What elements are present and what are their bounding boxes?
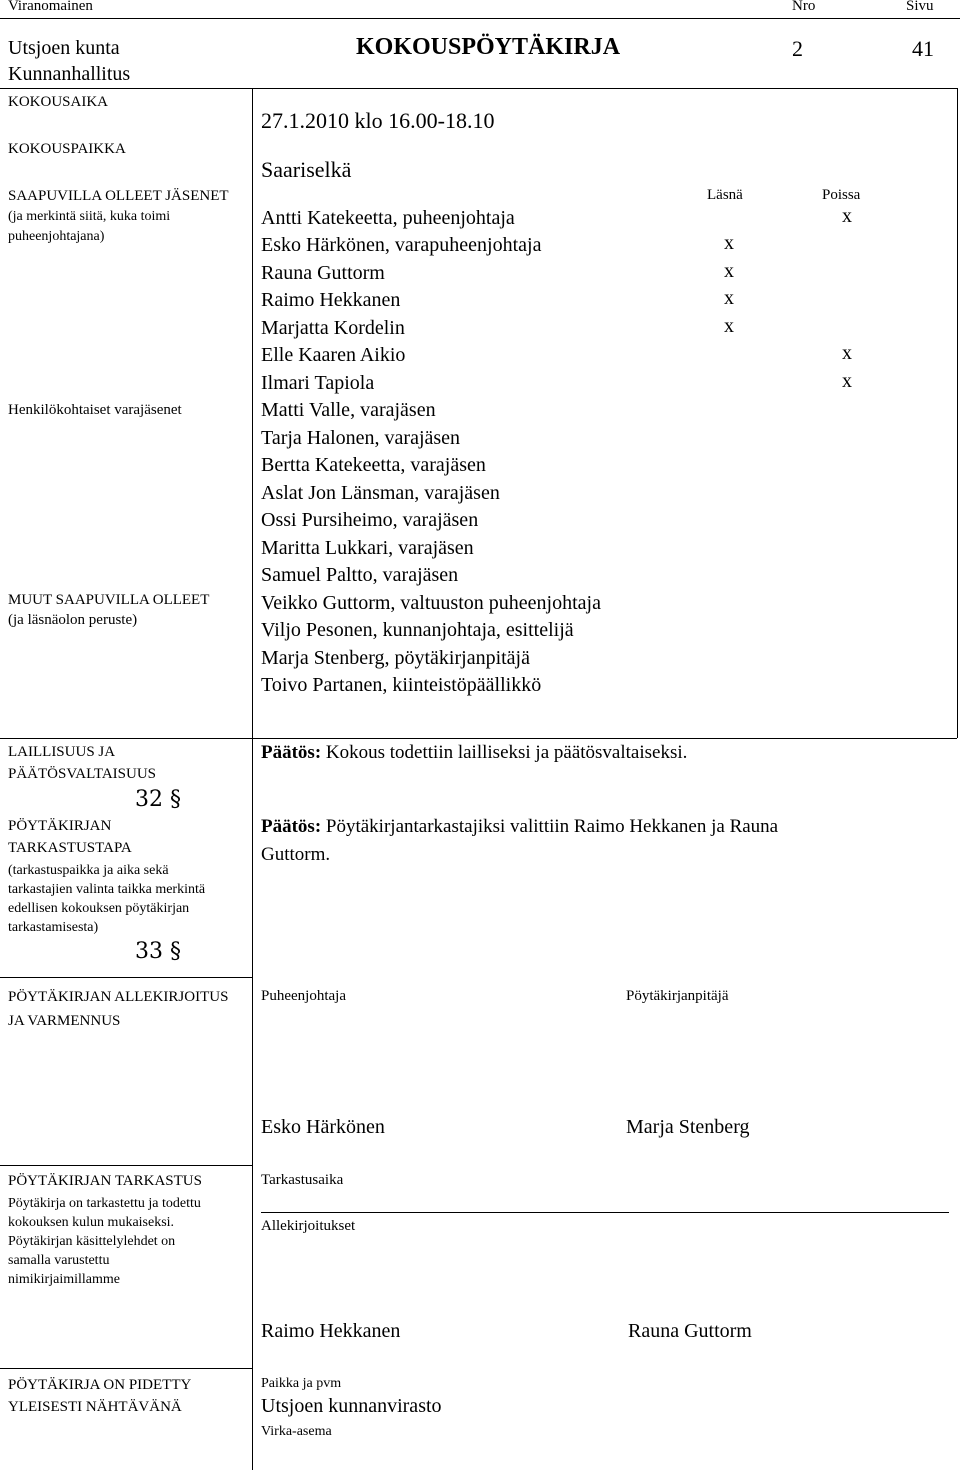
present-mark: x bbox=[724, 287, 734, 309]
review-signatures-label: Allekirjoitukset bbox=[261, 1218, 356, 1234]
present-mark: x bbox=[724, 260, 734, 282]
document-title: KOKOUSPÖYTÄKIRJA bbox=[356, 34, 621, 60]
position-label: Virka-asema bbox=[261, 1424, 332, 1439]
others-sublabel: (ja läsnäolon peruste) bbox=[8, 612, 138, 628]
header-divider bbox=[0, 18, 960, 19]
members-sublabel: (ja merkintä siitä, kuka toimi bbox=[8, 209, 171, 224]
deputy-name: Bertta Katekeetta, varajäsen bbox=[261, 454, 486, 476]
chair-label: Puheenjohtaja bbox=[261, 988, 346, 1004]
place-date-label: Paikka ja pvm bbox=[261, 1376, 342, 1391]
page-number: 41 bbox=[912, 36, 934, 61]
absent-mark: x bbox=[842, 205, 852, 227]
section33-sublabel: TARKASTUSTAPA bbox=[8, 840, 132, 856]
chair-name: Esko Härkönen bbox=[261, 1116, 385, 1138]
frame-top-line bbox=[0, 88, 957, 89]
place-value: Utsjoen kunnanvirasto bbox=[261, 1395, 442, 1417]
authority-label: Viranomainen bbox=[8, 0, 93, 14]
deputy-name: Maritta Lukkari, varajäsen bbox=[261, 537, 474, 559]
other-attendee: Viljo Pesonen, kunnanjohtaja, esittelijä bbox=[261, 619, 574, 641]
review-time-label: Tarkastusaika bbox=[261, 1172, 344, 1188]
member-name: Elle Kaaren Aikio bbox=[261, 344, 406, 366]
frame-right-line bbox=[957, 88, 958, 738]
meeting-place-label: KOKOUSPAIKKA bbox=[8, 141, 126, 157]
review-text: Pöytäkirja on tarkastettu ja todettu bbox=[8, 1196, 201, 1211]
section32-sublabel: PÄÄTÖSVALTAISUUS bbox=[8, 766, 157, 782]
public-label: PÖYTÄKIRJA ON PIDETTY bbox=[8, 1377, 192, 1393]
absent-mark: x bbox=[842, 370, 852, 392]
section33-note: tarkastamisesta) bbox=[8, 920, 99, 935]
secretary-name: Marja Stenberg bbox=[626, 1116, 750, 1138]
reviewer-name: Rauna Guttorm bbox=[628, 1320, 752, 1342]
section32-label: LAILLISUUS JA bbox=[8, 744, 116, 760]
section33-note: edellisen kokouksen pöytäkirjan bbox=[8, 901, 190, 916]
review-label: PÖYTÄKIRJAN TARKASTUS bbox=[8, 1173, 202, 1189]
municipality-name: Utsjoen kunta bbox=[8, 37, 120, 59]
present-header: Läsnä bbox=[707, 187, 743, 203]
meeting-time-value: 27.1.2010 klo 16.00-18.10 bbox=[261, 108, 495, 133]
member-name: Esko Härkönen, varapuheenjohtaja bbox=[261, 234, 542, 256]
other-attendee: Marja Stenberg, pöytäkirjanpitäjä bbox=[261, 647, 530, 669]
meeting-time-label: KOKOUSAIKA bbox=[8, 94, 108, 110]
document-number: 2 bbox=[792, 36, 803, 61]
decision-text: Pöytäkirjantarkastajiksi valittiin Raimo Hekkanen ja Rauna bbox=[325, 816, 779, 837]
member-name: Raimo Hekkanen bbox=[261, 289, 401, 311]
body-name: Kunnanhallitus bbox=[8, 63, 131, 85]
review-time-line bbox=[261, 1212, 949, 1213]
members-label: SAAPUVILLA OLLEET JÄSENET bbox=[8, 188, 229, 204]
reviewer-name: Raimo Hekkanen bbox=[261, 1320, 401, 1342]
member-name: Marjatta Kordelin bbox=[261, 317, 405, 339]
member-name: Rauna Guttorm bbox=[261, 262, 385, 284]
section33-note: tarkastajien valinta taikka merkintä bbox=[8, 882, 206, 897]
signature-label: PÖYTÄKIRJAN ALLEKIRJOITUS bbox=[8, 989, 229, 1005]
other-attendee: Veikko Guttorm, valtuuston puheenjohtaja bbox=[261, 592, 601, 614]
signature-bottom-line bbox=[0, 1165, 252, 1166]
section33-decision bbox=[261, 816, 778, 838]
section32-decision bbox=[261, 742, 687, 764]
review-bottom-line bbox=[0, 1368, 252, 1369]
review-text: samalla varustettu bbox=[8, 1253, 110, 1268]
others-label: MUUT SAAPUVILLA OLLEET bbox=[8, 592, 210, 608]
review-text: nimikirjaimillamme bbox=[8, 1272, 120, 1287]
section33-label: PÖYTÄKIRJAN bbox=[8, 818, 112, 834]
secretary-label: Pöytäkirjanpitäjä bbox=[626, 988, 729, 1004]
deputy-name: Tarja Halonen, varajäsen bbox=[261, 427, 461, 449]
members-sublabel-2: puheenjohtajana) bbox=[8, 229, 105, 244]
present-mark: x bbox=[724, 232, 734, 254]
present-mark: x bbox=[724, 315, 734, 337]
deputy-name: Aslat Jon Länsman, varajäsen bbox=[261, 482, 500, 504]
absent-mark: x bbox=[842, 342, 852, 364]
deputies-label: Henkilökohtaiset varajäsenet bbox=[8, 402, 182, 418]
section33-decision-line-2: Guttorm. bbox=[261, 844, 331, 865]
attendance-bottom-line bbox=[0, 738, 957, 739]
page-label: Sivu bbox=[906, 0, 934, 14]
member-name: Ilmari Tapiola bbox=[261, 372, 375, 394]
section32-number: 32 § bbox=[135, 787, 181, 812]
number-label: Nro bbox=[792, 0, 816, 14]
meeting-place-value: Saariselkä bbox=[261, 157, 352, 182]
member-name: Antti Katekeetta, puheenjohtaja bbox=[261, 207, 515, 229]
public-sublabel: YLEISESTI NÄHTÄVÄNÄ bbox=[8, 1399, 182, 1415]
deputy-name: Samuel Paltto, varajäsen bbox=[261, 564, 459, 586]
deputy-name: Ossi Pursiheimo, varajäsen bbox=[261, 509, 479, 531]
section33-number: 33 § bbox=[135, 939, 181, 964]
absent-header: Poissa bbox=[822, 187, 861, 203]
sections-bottom-line bbox=[0, 977, 252, 978]
other-attendee: Toivo Partanen, kiinteistöpäällikkö bbox=[261, 674, 542, 696]
review-text: Pöytäkirjan käsittelylehdet on bbox=[8, 1234, 176, 1249]
deputy-name: Matti Valle, varajäsen bbox=[261, 399, 436, 421]
decision-prefix: Päätös: bbox=[261, 742, 322, 763]
signature-sublabel: JA VARMENNUS bbox=[8, 1013, 121, 1029]
decision-prefix: Päätös: bbox=[261, 816, 322, 837]
decision-text: Kokous todettiin lailliseksi ja päätösvaltaiseksi. bbox=[325, 742, 688, 763]
review-text: kokouksen kulun mukaiseksi. bbox=[8, 1215, 175, 1230]
column-divider bbox=[252, 88, 253, 1470]
section33-note: (tarkastuspaikka ja aika sekä bbox=[8, 863, 169, 878]
